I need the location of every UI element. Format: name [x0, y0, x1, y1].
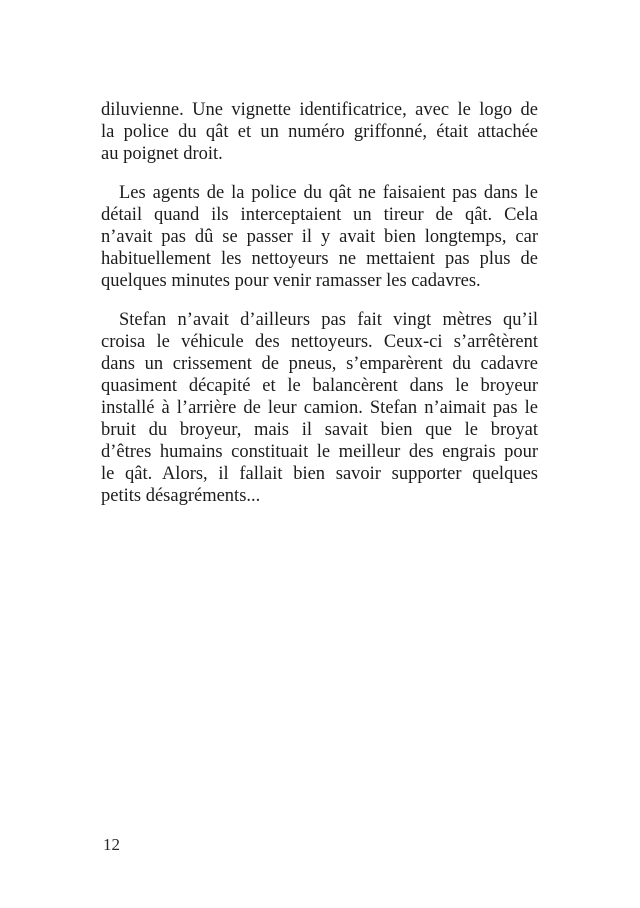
text-line: le qât. Alors, il fallait bien savoir supporter quelques: [101, 464, 538, 484]
text-line: bruit du broyeur, mais il savait bien que le broyat: [101, 420, 538, 440]
text-block: [101, 99, 538, 524]
text-line: Les agents de la police du qât ne faisaient pas dans le: [119, 183, 538, 203]
paragraph-2: [101, 182, 538, 292]
paragraph-3: [101, 309, 538, 507]
text-line: la police du qât et un numéro griffonné, était attachée: [101, 122, 538, 142]
text-line: quelques minutes pour venir ramasser les cadavres.: [101, 271, 481, 291]
text-line: quasiment décapité et le balancèrent dans le broyeur: [101, 376, 538, 396]
text-line: habituellement les nettoyeurs ne mettaient pas plus de: [101, 249, 538, 269]
text-line: Stefan n’avait d’ailleurs pas fait vingt mètres qu’il: [119, 310, 538, 330]
text-line: diluvienne. Une vignette identificatrice, avec le logo de: [101, 100, 538, 120]
text-line: d’êtres humains constituait le meilleur des engrais pour: [101, 442, 538, 462]
text-line: n’avait pas dû se passer il y avait bien longtemps, car: [101, 227, 538, 247]
text-line: dans un crissement de pneus, s’emparèrent du cadavre: [101, 354, 538, 374]
text-line: au poignet droit.: [101, 144, 223, 164]
paragraph-1: [101, 99, 538, 165]
text-line: croisa le véhicule des nettoyeurs. Ceux-ci s’arrêtèrent: [101, 332, 538, 352]
text-line: détail quand ils interceptaient un tireur de qât. Cela: [101, 205, 538, 225]
text-line: petits désagréments...: [101, 486, 261, 506]
page-number: 12: [103, 835, 120, 854]
text-line: installé à l’arrière de leur camion. Stefan n’aimait pas le: [101, 398, 538, 418]
